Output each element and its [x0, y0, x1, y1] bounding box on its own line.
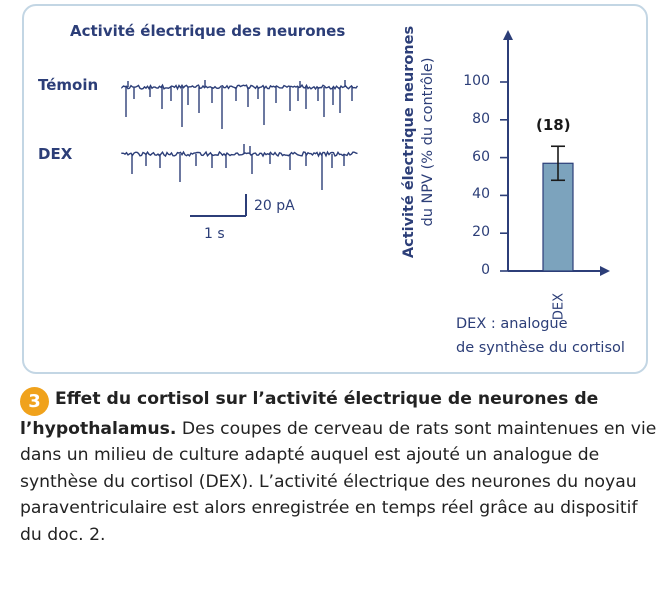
x-category-label: DEX	[551, 292, 567, 321]
chart-bars	[543, 146, 573, 271]
label-temoin: Témoin	[38, 76, 99, 94]
y-tick-label: 0	[481, 262, 490, 278]
y-tick-label: 40	[472, 186, 490, 203]
caption-title: Effet du cortisol sur l’activité électrique de neurones de l’hypothalamus.	[20, 389, 599, 439]
legend-line2: de synthèse du cortisol	[456, 340, 625, 356]
scale-time-label: 1 s	[204, 226, 225, 242]
label-dex: DEX	[38, 145, 73, 163]
y-tick-label: 80	[472, 110, 490, 127]
ylabel-line1: Activité électrique neurones	[401, 25, 417, 259]
x-axis-arrow	[600, 266, 610, 276]
y-tick-label: 20	[472, 224, 490, 241]
trace-title: Activité électrique des neurones	[70, 22, 346, 40]
bar-annotation: (18)	[536, 116, 571, 135]
y-axis-arrow	[503, 30, 513, 40]
legend-line1: DEX : analogue	[456, 316, 568, 332]
y-tick-label: 60	[472, 148, 490, 165]
scale-current-label: 20 pA	[254, 198, 295, 214]
ylabel-line2: du NPV (% du contrôle)	[420, 57, 436, 227]
y-tick-label: 100	[463, 73, 490, 89]
figure-caption	[20, 386, 660, 548]
doc-number-badge: 3	[20, 387, 49, 416]
caption-body: Des coupes de cerveau de rats sont maintenues en vie dans un milieu de culture adapté auquel est ajouté un analogue de synthèse du cortisol (DEX). L’activité électrique des neurones du noyau paraventriculaire est alors enregistrée en temps réel grâce au dispositif du doc. 2.	[20, 419, 657, 545]
